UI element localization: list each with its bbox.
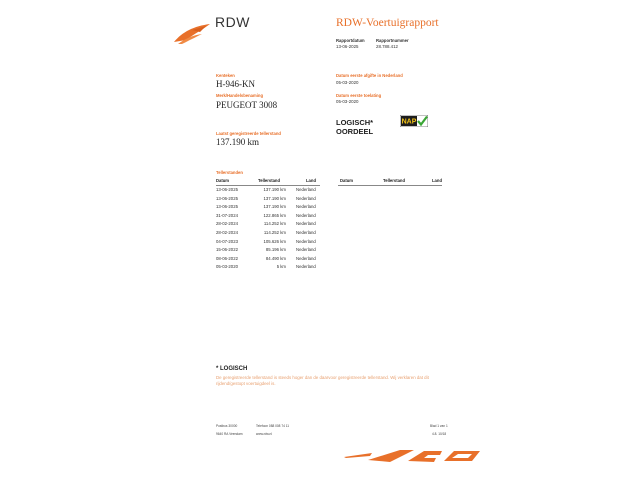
table-row <box>216 204 326 213</box>
cell-tellerstand: 114.252 km <box>263 221 286 227</box>
oordeel-line1: LOGISCH* <box>336 118 374 127</box>
cell-datum: 31-07-2024 <box>216 212 238 218</box>
table-row <box>216 187 326 196</box>
eerste-afgifte-label: Datum eerste afgifte in Nederland <box>336 73 403 78</box>
footer-postbus: Postbus 30000 <box>216 424 238 428</box>
footer-logisch: * LOGISCH <box>216 366 248 372</box>
cell-datum: 13-06-2025 <box>216 187 238 192</box>
table-header-divider-left <box>216 185 320 186</box>
brand-name: RDW <box>215 14 250 30</box>
table-row <box>216 230 326 239</box>
footer-website[interactable]: www.rdw.nl <box>256 432 272 436</box>
rdw-logo-icon <box>172 22 212 46</box>
footer-address: 9640 RA Veendam <box>216 432 243 436</box>
tellerstand-label: Laatst geregistreerde tellerstand <box>216 131 281 136</box>
table-row <box>216 264 326 273</box>
cell-land: Nederland <box>296 221 316 227</box>
rapportnummer-label: Rapportnummer <box>376 38 409 43</box>
col-land-left: Land <box>306 178 317 183</box>
nap-logo-icon <box>400 115 428 127</box>
oordeel-heading <box>336 118 373 136</box>
cell-land: Nederland <box>296 229 316 235</box>
col-tellerstand-left: Tellerstand <box>258 178 281 183</box>
cell-datum: 28-02-2024 <box>216 229 238 235</box>
eerste-afgifte-value: 05-03-2020 <box>336 80 359 85</box>
table-row <box>216 196 326 205</box>
footer-blad: Blad 1 van 1 <box>430 424 448 428</box>
rapportdatum-value: 13-06-2025 <box>336 44 359 49</box>
cell-land: Nederland <box>296 187 316 192</box>
report-title: RDW-Voertuigrapport <box>336 17 439 29</box>
col-datum-right: Datum <box>340 178 354 183</box>
cell-tellerstand: 122.865 km <box>263 212 286 218</box>
cell-datum: 08-06-2022 <box>216 255 238 261</box>
cell-datum: 04-07-2023 <box>216 238 238 244</box>
cell-tellerstand: 137.190 km <box>263 195 286 201</box>
eerste-toelating-label: Datum eerste toelating <box>336 93 382 98</box>
cell-datum: 15-06-2022 <box>216 247 238 253</box>
cell-tellerstand: 137.190 km <box>263 187 286 192</box>
col-land-right: Land <box>432 178 443 183</box>
oordeel-line2: OORDEEL <box>336 127 374 136</box>
tellerstanden-table <box>216 187 326 273</box>
table-header-divider-right <box>338 185 442 186</box>
rapportdatum-label: Rapportdatum <box>336 38 365 43</box>
cell-land: Nederland <box>296 238 316 244</box>
cell-tellerstand: 137.190 km <box>263 204 286 210</box>
table-row <box>216 221 326 230</box>
cell-datum: 13-06-2025 <box>216 195 238 201</box>
cell-datum: 28-02-2024 <box>216 221 238 227</box>
table-row <box>216 239 326 248</box>
cell-tellerstand: 105.626 km <box>263 238 286 244</box>
footer-explanation: De geregistreerde tellerstand is steeds hoger dan de daarvoor geregistreerde tellerstand. Wij verklaren dat dit rijdend/gestopt voertuigdeel is. <box>216 375 429 386</box>
table-row <box>216 256 326 265</box>
merk-label: Merk/Handelsbenaming <box>216 93 264 98</box>
col-datum-left: Datum <box>216 178 230 183</box>
cell-land: Nederland <box>296 212 316 218</box>
cell-datum: 05-03-2020 <box>216 264 238 270</box>
rapportnummer-value: 28.788.412 <box>376 44 398 49</box>
footer-telefoon: Telefoon 088 008 74 11 <box>256 424 290 428</box>
kenteken-value: H-946-KN <box>216 79 255 89</box>
merk-value: PEUGEOT 3008 <box>216 100 278 110</box>
cell-land: Nederland <box>296 204 316 210</box>
cell-tellerstand: 5 km <box>276 264 286 270</box>
rdw-stripe-graphic-icon <box>344 447 484 465</box>
kenteken-label: Kenteken <box>216 73 235 78</box>
cell-land: Nederland <box>296 195 316 201</box>
cell-land: Nederland <box>296 264 316 270</box>
table-row <box>216 247 326 256</box>
col-tellerstand-right: Tellerstand <box>383 178 406 183</box>
cell-tellerstand: 114.252 km <box>263 229 286 235</box>
table-row <box>216 213 326 222</box>
cell-land: Nederland <box>296 255 316 261</box>
cell-tellerstand: 85.196 km <box>265 247 286 253</box>
cell-tellerstand: 84.490 km <box>265 255 286 261</box>
nap-text: NAP <box>401 118 417 126</box>
footer-code: 4.8. 10/18 <box>432 432 447 436</box>
tellerstand-value: 137.190 km <box>216 137 260 147</box>
cell-land: Nederland <box>296 247 316 253</box>
cell-datum: 13-06-2025 <box>216 204 238 210</box>
tellerstanden-label: Tellerstanden <box>216 170 243 175</box>
eerste-toelating-value: 05-03-2020 <box>336 99 359 104</box>
